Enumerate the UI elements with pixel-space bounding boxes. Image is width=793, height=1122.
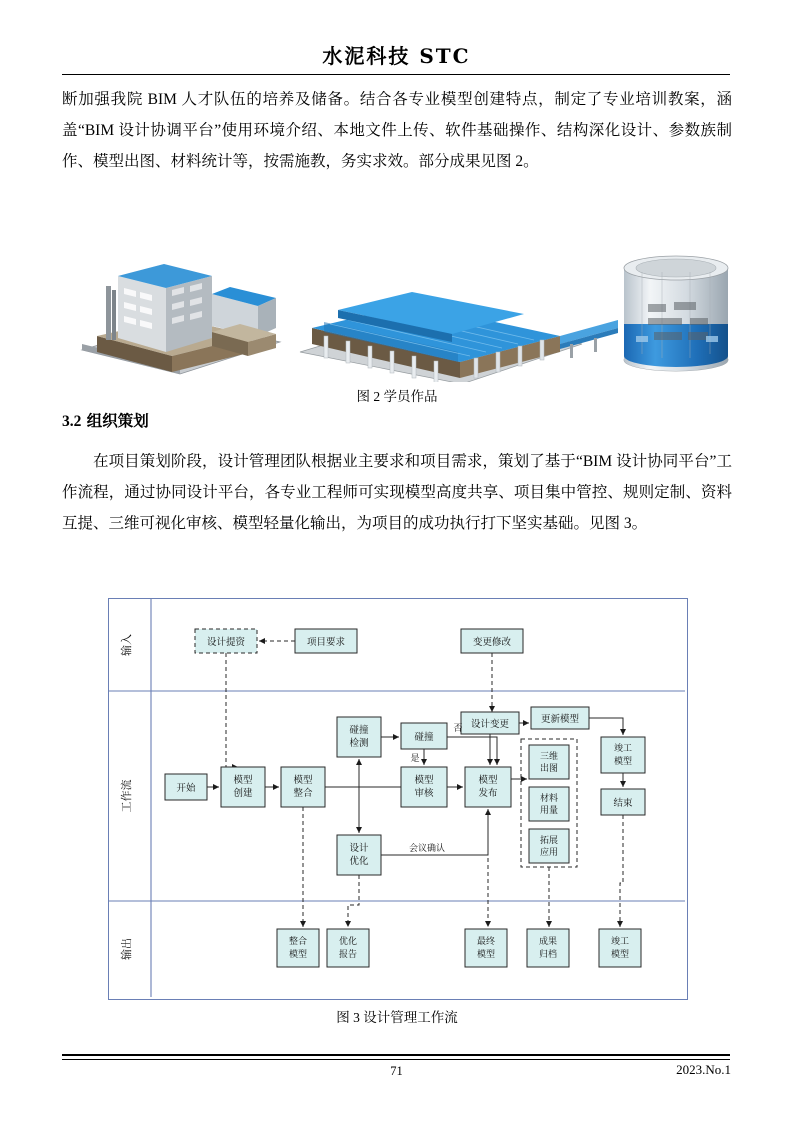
figure-2-caption: 图 2 学员作品 [356,389,438,404]
node-clash [401,723,447,749]
node-update-model [531,707,589,729]
svg-text:更新模型: 更新模型 [540,714,580,725]
node-extended-application [529,829,569,863]
figure-3-flowchart [108,598,688,1000]
section-heading-3-2 [62,409,149,431]
header-divider [62,74,730,75]
lane-label-input: 输入 [120,634,133,656]
node-model-review [401,767,447,807]
footer-divider-thin [62,1059,730,1060]
svg-text:设计变更: 设计变更 [470,719,510,730]
edge-end-to-completionmodel [620,815,623,927]
svg-text:碰撞: 碰撞 [414,732,434,743]
svg-text:模型: 模型 [610,950,630,960]
figure-2-render [62,232,732,382]
node-clash-detection [337,717,381,757]
node-design-brief [195,629,257,653]
node-material-quantity [529,787,569,821]
svg-text:模型: 模型 [293,775,313,786]
node-model-merge [281,767,325,807]
svg-text:整合: 整合 [288,937,308,947]
section-number: 3.2 [62,413,82,430]
edge-merge-clashdetect [325,759,359,787]
svg-text:模型: 模型 [613,757,633,767]
svg-text:材料: 材料 [539,794,559,804]
body-paragraph-1 [62,84,732,177]
node-change-modify [461,629,523,653]
figure2-left-building [82,264,280,374]
paragraph-2-text: 在项目策划阶段，设计管理团队根据业主要求和项目需求，策划了基于“BIM 设计协同平台”工作流程，通过协同设计平台，各专业工程师可实现模型高度共享、项目集中管控、规则定制、资料互提、三维可视化审核、模型轻量化输出，为项目的成功执行打下坚实基础。见图 3。 [62,453,732,532]
svg-text:出图: 出图 [539,764,559,774]
svg-text:模型: 模型 [478,775,498,786]
node-final-model [465,929,507,967]
page-header [0,40,793,69]
figure2-center-workshop [300,292,618,382]
node-completion-model [599,929,641,967]
node-result-archive [527,929,569,967]
svg-text:归档: 归档 [538,950,558,960]
node-as-built-model [601,737,645,773]
svg-text:变更修改: 变更修改 [472,637,512,648]
flowchart-canvas [109,599,685,997]
svg-text:竣工: 竣工 [610,937,630,947]
node-model-publish [465,767,511,807]
lane-label-output: 输出 [120,938,133,960]
svg-text:结束: 结束 [613,798,633,809]
svg-text:拓展: 拓展 [539,836,559,846]
edge-label-no: 否 [453,724,463,734]
svg-text:竣工: 竣工 [613,744,633,754]
svg-text:成果: 成果 [538,937,558,947]
node-project-requirement [295,629,357,653]
paragraph-1-text: 断加强我院 BIM 人才队伍的培养及储备。结合各专业模型创建特点，制定了专业培训教案，涵盖“BIM 设计协调平台”使用环境介绍、本地文件上传、软件基础操作、结构深化设计、参数族制作、模型出图、材料统计等，按需施教，务实求效。部分成果见图 2。 [62,91,732,170]
svg-text:创建: 创建 [233,788,253,799]
footer-page-number: 71 [390,1064,403,1078]
section-title: 组织策划 [86,412,149,430]
node-end [601,789,645,815]
svg-text:模型: 模型 [288,950,308,960]
svg-text:三维: 三维 [539,752,559,762]
node-3d-drawing [529,745,569,779]
figure2-right-silo [624,256,728,371]
svg-text:模型: 模型 [414,775,434,786]
svg-text:开始: 开始 [176,783,196,794]
node-optimization-report [327,929,369,967]
node-design-optimization [337,835,381,875]
lane-labels [119,634,133,960]
svg-text:应用: 应用 [539,848,559,858]
node-merged-model [277,929,319,967]
svg-text:模型: 模型 [233,775,253,786]
node-model-create [221,767,265,807]
footer-issue: 2023.No.1 [676,1062,731,1077]
edge-brief-to-create [226,653,238,767]
edge-review-optimize [359,787,401,833]
svg-text:最终: 最终 [476,937,496,947]
svg-text:设计提资: 设计提资 [206,637,246,648]
svg-text:检测: 检测 [349,738,369,749]
footer-divider-thick [62,1054,730,1056]
svg-text:优化: 优化 [349,856,369,867]
figure-2-image [62,232,732,382]
svg-text:模型: 模型 [476,950,496,960]
figure-3-caption: 图 3 设计管理工作流 [336,1010,458,1025]
svg-text:整合: 整合 [293,788,313,799]
svg-text:用量: 用量 [539,806,559,816]
body-paragraph-2 [62,446,732,539]
svg-text:设计: 设计 [349,843,369,854]
lane-label-process: 工作流 [120,779,133,813]
node-design-change [461,712,519,734]
edge-label-meeting: 会议确认 [408,844,446,854]
svg-text:报告: 报告 [338,950,358,960]
edge-label-yes: 是 [410,754,420,764]
svg-text:项目要求: 项目要求 [306,637,346,648]
node-start [165,774,207,800]
edge-update-asbuilt [589,718,623,735]
svg-text:发布: 发布 [478,788,498,799]
svg-text:碰撞: 碰撞 [349,725,369,736]
svg-text:审核: 审核 [414,788,434,799]
svg-text:优化: 优化 [338,937,358,947]
header-title: 水泥科技 STC [322,44,471,68]
